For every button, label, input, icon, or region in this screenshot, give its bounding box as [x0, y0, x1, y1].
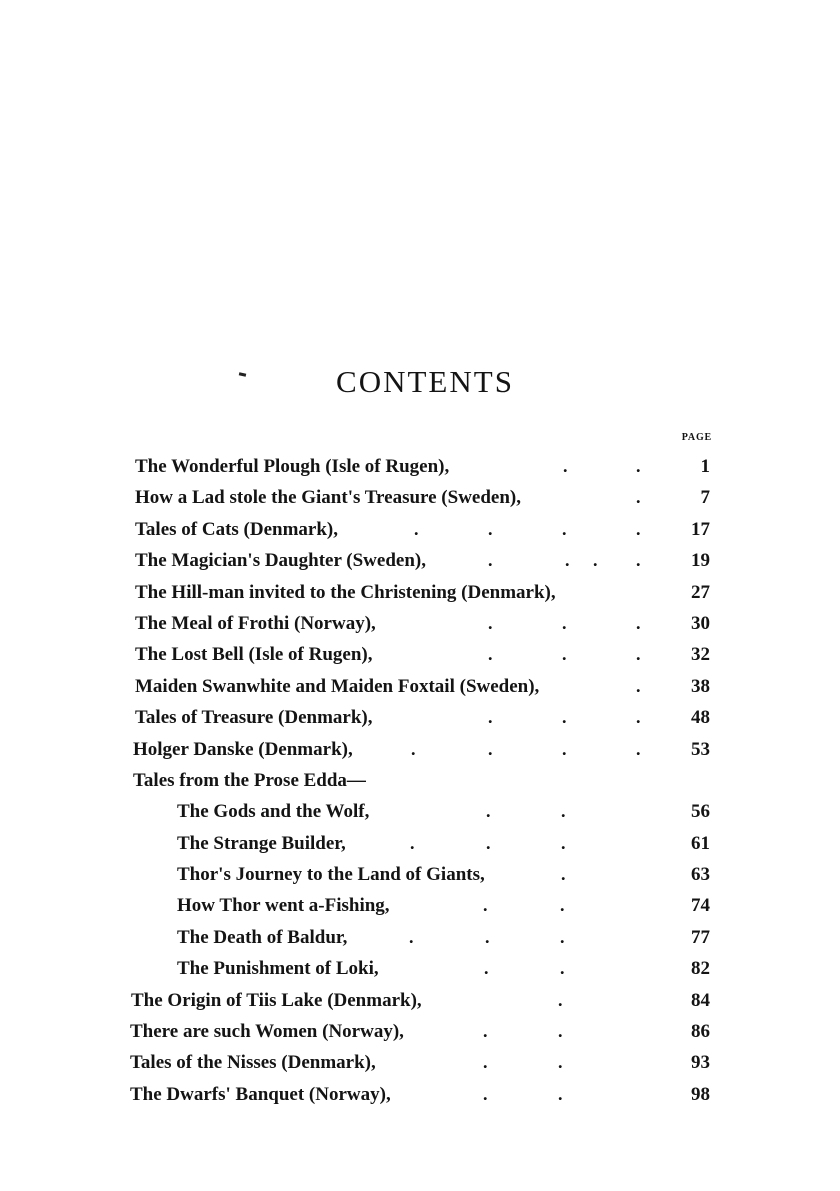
dot-leaders [0, 859, 840, 890]
leader-dot: . [484, 958, 489, 979]
toc-entry-title: Holger Danske (Denmark), [133, 738, 353, 760]
leader-dot: . [636, 707, 641, 728]
leader-dot: . [409, 926, 414, 947]
toc-page-number: 63 [691, 864, 710, 886]
toc-page-number: 61 [691, 832, 710, 854]
dot-leaders [0, 639, 840, 670]
toc-entry-title: The Magician's Daughter (Sweden), [135, 550, 426, 572]
toc-section-heading[interactable] [0, 765, 840, 796]
leader-dot: . [636, 518, 641, 539]
toc-entry[interactable] [0, 671, 840, 702]
leader-dot: . [483, 1021, 488, 1042]
toc-entry-title: There are such Women (Norway), [130, 1021, 404, 1043]
leader-dot: . [488, 644, 493, 665]
leader-dot: . [486, 832, 491, 853]
toc-entry-title: Maiden Swanwhite and Maiden Foxtail (Sweden), [135, 675, 540, 697]
toc-page-number: 27 [691, 581, 710, 603]
toc-entry-title: The Origin of Tiis Lake (Denmark), [131, 989, 422, 1011]
toc-entry[interactable] [0, 1047, 840, 1078]
dot-leaders [0, 451, 840, 482]
toc-subentry[interactable] [0, 796, 840, 827]
toc-entry[interactable] [0, 1079, 840, 1110]
leader-dot: . [485, 926, 490, 947]
leader-dot: . [561, 801, 566, 822]
toc-entry-title: The Hill-man invited to the Christening (Denmark), [135, 581, 556, 603]
leader-dot: . [560, 958, 565, 979]
leader-dot: . [636, 487, 641, 508]
toc-page-number: 30 [691, 612, 710, 634]
toc-entry-title: How Thor went a-Fishing, [177, 895, 390, 917]
toc-entry-title: The Gods and the Wolf, [177, 801, 370, 823]
toc-entry-title: The Wonderful Plough (Isle of Rugen), [135, 456, 450, 477]
leader-dot: . [562, 707, 567, 728]
toc-entry[interactable] [0, 1016, 840, 1047]
toc-page-number: 19 [691, 550, 710, 572]
leader-dot: . [558, 1021, 563, 1042]
toc-page-number: 7 [700, 487, 710, 509]
toc-page-number: 77 [691, 926, 710, 948]
leader-dot: . [414, 518, 419, 539]
leader-dot: . [562, 612, 567, 633]
toc-entry[interactable] [0, 577, 840, 608]
toc-entry-title: The Meal of Frothi (Norway), [135, 612, 376, 634]
leader-dot: . [488, 550, 493, 571]
leader-dot: . [593, 550, 598, 571]
dot-leaders [0, 514, 840, 545]
toc-entry-title: The Death of Baldur, [177, 926, 348, 948]
dot-leaders [0, 1079, 840, 1110]
toc-entry-title: Tales of the Nisses (Denmark), [130, 1052, 376, 1074]
leader-dot: . [560, 895, 565, 916]
leader-dot: . [558, 1083, 563, 1104]
toc-entry-title: The Dwarfs' Banquet (Norway), [130, 1083, 391, 1105]
leader-dot: . [488, 518, 493, 539]
toc-section-title: Tales from the Prose Edda— [133, 769, 366, 791]
toc-entry-title: How a Lad stole the Giant's Treasure (Sweden), [135, 487, 521, 509]
toc-page-number: 86 [691, 1021, 710, 1043]
dot-leaders [0, 890, 840, 921]
toc-subentry[interactable] [0, 890, 840, 921]
contents-list [0, 451, 840, 1110]
toc-entry[interactable] [0, 702, 840, 733]
toc-entry[interactable] [0, 482, 840, 513]
leader-dot: . [565, 550, 570, 571]
toc-page-number: 1 [700, 456, 710, 477]
toc-page-number: 84 [691, 989, 710, 1011]
dot-leaders [0, 922, 840, 953]
dot-leaders [0, 702, 840, 733]
leader-dot: . [488, 707, 493, 728]
toc-subentry[interactable] [0, 922, 840, 953]
toc-page-number: 93 [691, 1052, 710, 1074]
toc-page-number: 74 [691, 895, 710, 917]
toc-page-number: 48 [691, 707, 710, 729]
toc-entry-title: Tales of Cats (Denmark), [135, 518, 339, 540]
leader-dot: . [636, 612, 641, 633]
toc-entry[interactable] [0, 734, 840, 765]
toc-page-number: 32 [691, 644, 710, 666]
leader-dot: . [411, 738, 416, 759]
leader-dot: . [562, 738, 567, 759]
toc-page-number: 82 [691, 958, 710, 980]
leader-dot: . [558, 1052, 563, 1073]
dot-leaders [0, 671, 840, 702]
dot-leaders [0, 545, 840, 576]
toc-page-number: 17 [691, 518, 710, 540]
leader-dot: . [562, 518, 567, 539]
leader-dot: . [636, 675, 641, 696]
toc-page-number: 53 [691, 738, 710, 760]
dot-leaders [0, 985, 840, 1016]
leader-dot: . [488, 738, 493, 759]
toc-page-number: 38 [691, 675, 710, 697]
toc-entry[interactable] [0, 514, 840, 545]
dot-leaders [0, 482, 840, 513]
dot-leaders [0, 953, 840, 984]
toc-subentry[interactable] [0, 859, 840, 890]
leader-dot: . [483, 1052, 488, 1073]
toc-page-number: 56 [691, 801, 710, 823]
toc-entry[interactable] [0, 639, 840, 670]
leader-dot: . [486, 801, 491, 822]
page-column-label: PAGE [681, 432, 712, 443]
leader-dot: . [561, 864, 566, 885]
toc-entry[interactable] [0, 545, 840, 576]
leader-dot: . [562, 644, 567, 665]
leader-dot: . [636, 738, 641, 759]
toc-entry[interactable] [0, 985, 840, 1016]
leader-dot: . [483, 895, 488, 916]
toc-entry-title: The Strange Builder, [177, 832, 346, 854]
toc-entry[interactable] [0, 608, 840, 639]
toc-entry-title: Tales of Treasure (Denmark), [135, 707, 373, 729]
dot-leaders [0, 828, 840, 859]
toc-page-number: 98 [691, 1083, 710, 1105]
leader-dot: . [488, 612, 493, 633]
dot-leaders [0, 1016, 840, 1047]
leader-dot: . [636, 644, 641, 665]
dot-leaders [0, 1047, 840, 1078]
leader-dot: . [483, 1083, 488, 1104]
toc-entry-title: The Lost Bell (Isle of Rugen), [135, 644, 373, 666]
leader-dot: . [560, 926, 565, 947]
toc-entry-title: The Punishment of Loki, [177, 958, 379, 980]
toc-subentry[interactable] [0, 953, 840, 984]
page-title: CONTENTS [336, 364, 514, 399]
dot-leaders [0, 734, 840, 765]
toc-entry-title: Thor's Journey to the Land of Giants, [177, 864, 485, 886]
toc-subentry[interactable] [0, 828, 840, 859]
dot-leaders [0, 608, 840, 639]
leader-dot: . [636, 456, 641, 476]
leader-dot: . [636, 550, 641, 571]
toc-entry[interactable] [0, 451, 840, 482]
leader-dot: . [558, 989, 563, 1010]
leader-dot: . [563, 456, 568, 476]
leader-dot: . [561, 832, 566, 853]
dot-leaders [0, 796, 840, 827]
leader-dot: . [410, 832, 415, 853]
